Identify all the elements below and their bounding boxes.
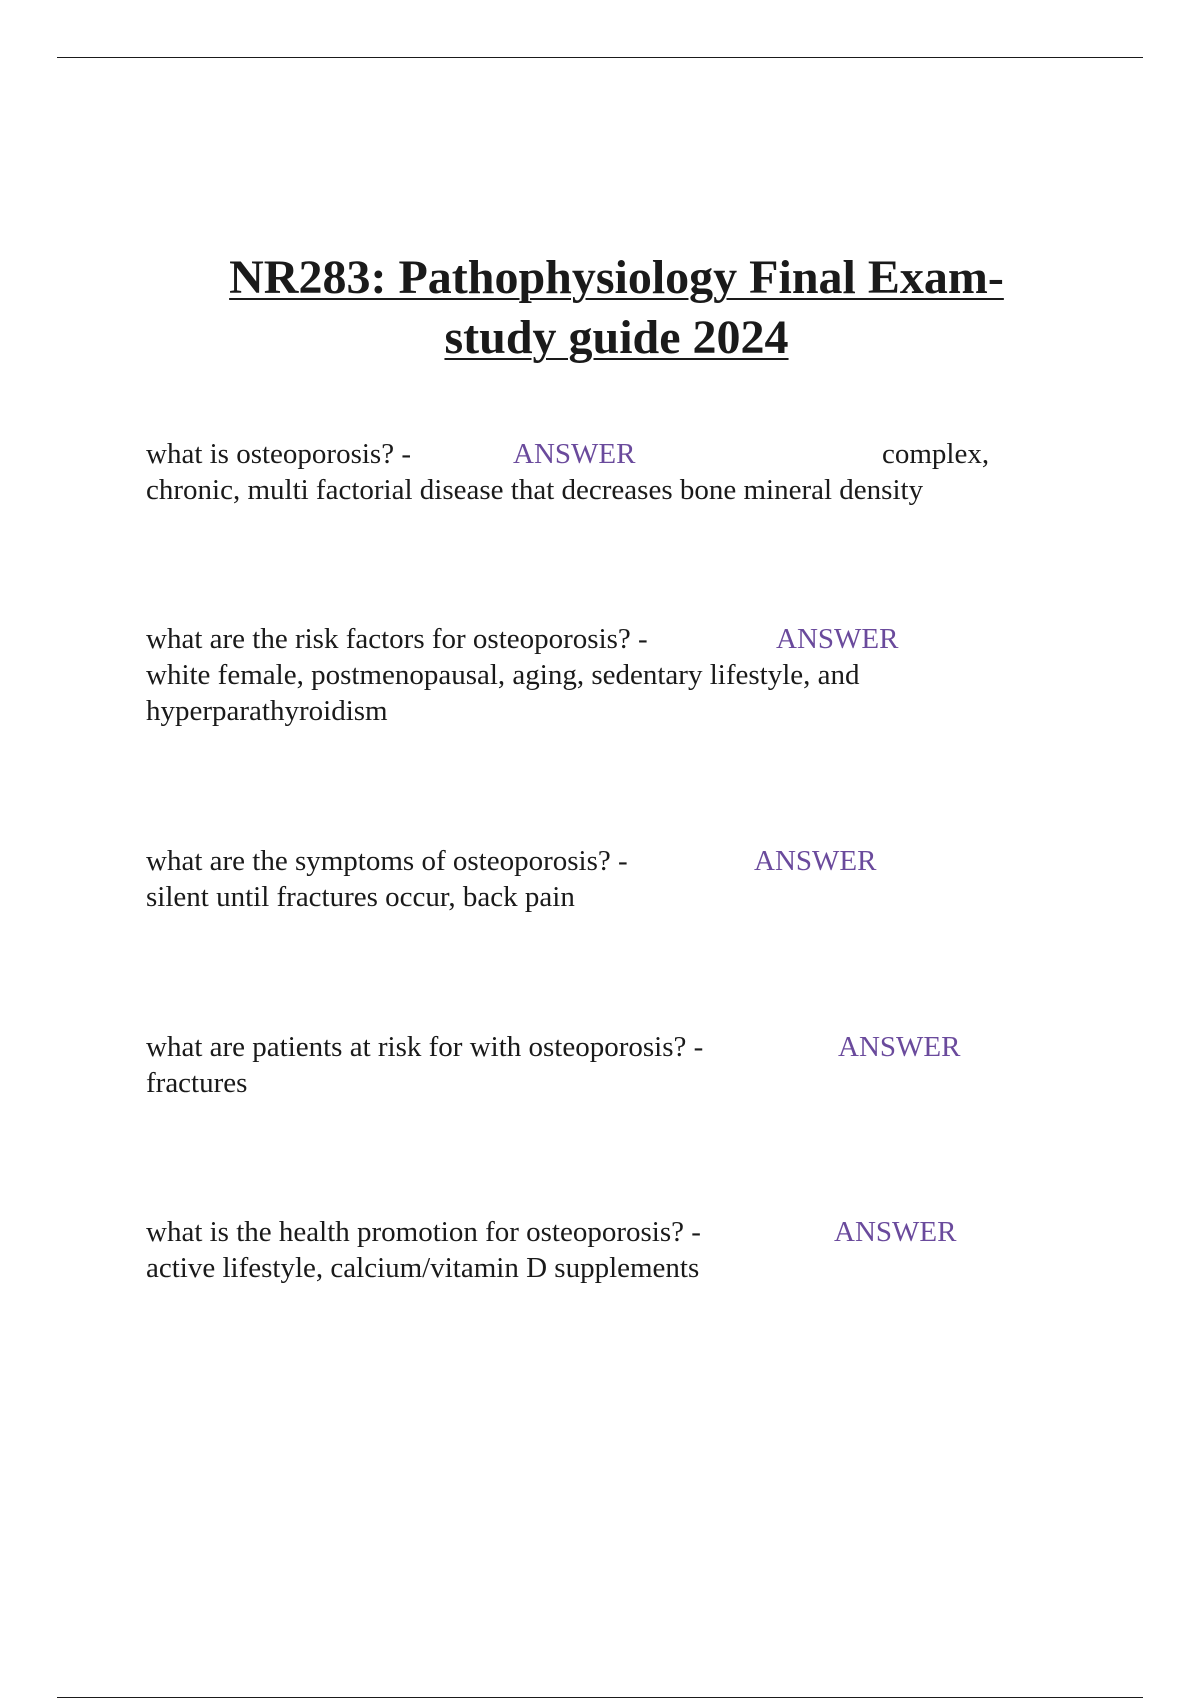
answer-label: ANSWER xyxy=(513,438,636,470)
page-title xyxy=(100,248,1133,368)
question-line xyxy=(146,1029,1036,1065)
answer-label: ANSWER xyxy=(754,845,877,877)
question-line xyxy=(146,843,1036,879)
qa-item xyxy=(146,843,1036,915)
answer-text: active lifestyle, calcium/vitamin D supplements xyxy=(146,1252,700,1284)
answer-text: fractures xyxy=(146,1067,248,1099)
question-text: what are the risk factors for osteoporosis? - xyxy=(146,623,648,655)
qa-item xyxy=(146,436,1036,508)
answer-lead-text: complex, xyxy=(882,438,990,470)
qa-item xyxy=(146,1214,1036,1286)
question-text: what are patients at risk for with osteoporosis? - xyxy=(146,1031,704,1063)
answer-text: chronic, multi factorial disease that decreases bone mineral density xyxy=(146,474,924,506)
title-line-2: study guide 2024 xyxy=(444,311,789,364)
answer-text: silent until fractures occur, back pain xyxy=(146,881,575,913)
answer-text: hyperparathyroidism xyxy=(146,695,388,727)
answer-label: ANSWER xyxy=(776,623,899,655)
qa-item xyxy=(146,1029,1036,1101)
question-text: what are the symptoms of osteoporosis? - xyxy=(146,845,628,877)
qa-item xyxy=(146,621,1036,729)
answer-label: ANSWER xyxy=(838,1031,961,1063)
question-text: what is osteoporosis? - xyxy=(146,438,411,470)
question-line xyxy=(146,621,1036,657)
title-line-1: NR283: Pathophysiology Final Exam- xyxy=(229,251,1004,304)
footer-rule xyxy=(57,1697,1143,1698)
question-text: what is the health promotion for osteoporosis? - xyxy=(146,1216,701,1248)
question-line xyxy=(146,436,1036,472)
question-line xyxy=(146,1214,1036,1250)
answer-text: white female, postmenopausal, aging, sedentary lifestyle, and xyxy=(146,659,860,691)
answer-label: ANSWER xyxy=(834,1216,957,1248)
header-rule xyxy=(57,57,1143,58)
